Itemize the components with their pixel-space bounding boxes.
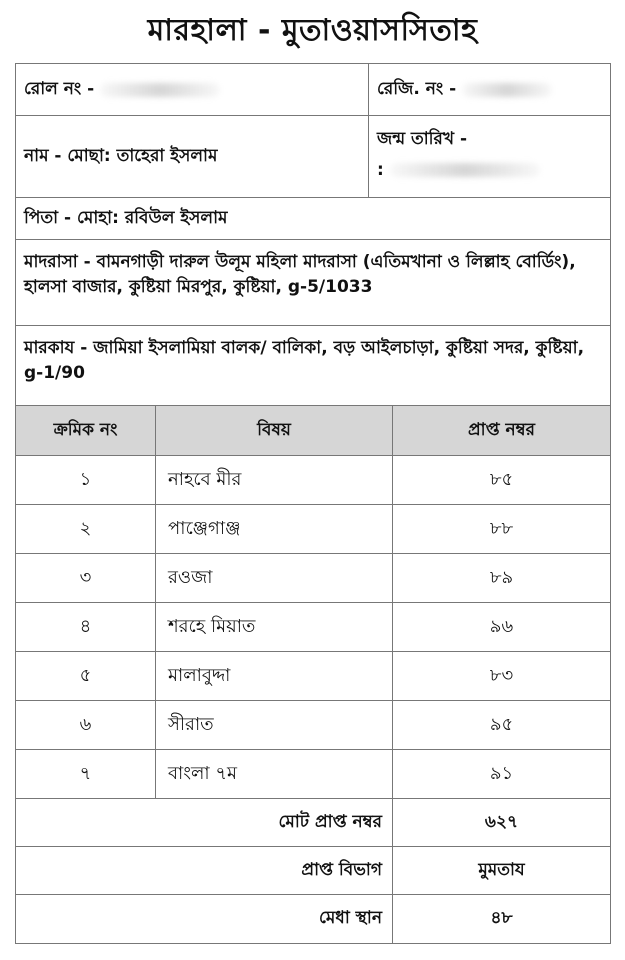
marks-cell: ৮৮ (489, 517, 514, 539)
subject-cell: সীরাত (156, 701, 393, 749)
header-serial: ক্রমিক নং (16, 406, 156, 455)
subject-cell: পাঞ্জেগাঞ্জ (156, 505, 393, 553)
division-value: মুমতায (478, 859, 525, 880)
serial-cell: ৭ (16, 750, 156, 798)
name-dob-row (16, 116, 610, 198)
father-row (16, 198, 610, 240)
table-row (16, 750, 610, 799)
student-name: নাম - মোছা: তাহেরা ইসলাম (24, 145, 218, 166)
roll-label: রোল নং - (24, 78, 95, 99)
roll-reg-row (16, 64, 610, 116)
father-name: পিতা - মোহা: রবিউল ইসলাম (24, 208, 228, 229)
reg-redacted (462, 83, 552, 97)
merit-value: ৪৮ (490, 908, 513, 928)
serial-cell: ২ (16, 505, 156, 553)
table-row (16, 554, 610, 603)
page-title: মারহালা - মুতাওয়াসসিতাহ (147, 13, 478, 48)
total-value: ৬২৭ (484, 811, 519, 832)
serial-cell: ৩ (16, 554, 156, 602)
dob-label: জন্ম তারিখ - (377, 129, 468, 149)
serial-cell: ১ (16, 456, 156, 504)
roll-redacted (100, 83, 220, 97)
merit-label: মেধা স্থান (16, 895, 393, 943)
division-row (16, 847, 610, 895)
reg-label: রেজি. নং - (377, 78, 457, 99)
dob-colon: : (377, 160, 384, 180)
name-cell (16, 116, 369, 197)
division-label: প্রাপ্ত বিভাগ (16, 847, 393, 894)
reg-cell (369, 64, 610, 115)
marks-cell: ৯৬ (489, 615, 514, 637)
subject-cell: শরহে মিয়াত (156, 603, 393, 651)
subject-cell: বাংলা ৭ম (156, 750, 393, 798)
subject-cell: রওজা (156, 554, 393, 602)
serial-cell: ৫ (16, 652, 156, 700)
subject-cell: মালাবুদ্দা (156, 652, 393, 700)
serial-cell: ৬ (16, 701, 156, 749)
table-row (16, 652, 610, 701)
marks-cell: ৯১ (489, 762, 514, 784)
dob-redacted (390, 163, 540, 177)
table-row (16, 603, 610, 652)
subject-cell: নাহবে মীর (156, 456, 393, 504)
markaz-text: মারকায - জামিয়া ইসলামিয়া বালক/ বালিকা, বড় আইলচাড়া, কুষ্টিয়া সদর, কুষ্টিয়া, g-1/90 (24, 338, 585, 383)
table-header-row (16, 406, 610, 456)
marks-cell: ৯৫ (489, 713, 514, 735)
roll-cell (16, 64, 369, 115)
result-sheet (15, 63, 611, 944)
marks-cell: ৮৯ (489, 566, 514, 588)
markaz-row (16, 326, 610, 406)
header-marks: প্রাপ্ত নম্বর (467, 419, 536, 440)
merit-row (16, 895, 610, 943)
dob-cell (369, 116, 610, 197)
table-row (16, 456, 610, 505)
total-row (16, 799, 610, 847)
marks-cell: ৮৫ (489, 468, 514, 490)
madrasa-text: মাদরাসা - বামনগাড়ী দারুল উলূম মহিলা মাদরাসা (এতিমখানা ও লিল্লাহ বোর্ডিং), হালসা বাজার, কুষ্টিয়া মিরপুর, কুষ্টিয়া, g-5/1033 (24, 252, 576, 297)
madrasa-row (16, 240, 610, 326)
total-label: মোট প্রাপ্ত নম্বর (16, 799, 393, 846)
serial-cell: ৪ (16, 603, 156, 651)
header-subject: বিষয় (156, 406, 393, 455)
table-row (16, 505, 610, 554)
table-row (16, 701, 610, 750)
marks-cell: ৮৩ (489, 664, 514, 686)
